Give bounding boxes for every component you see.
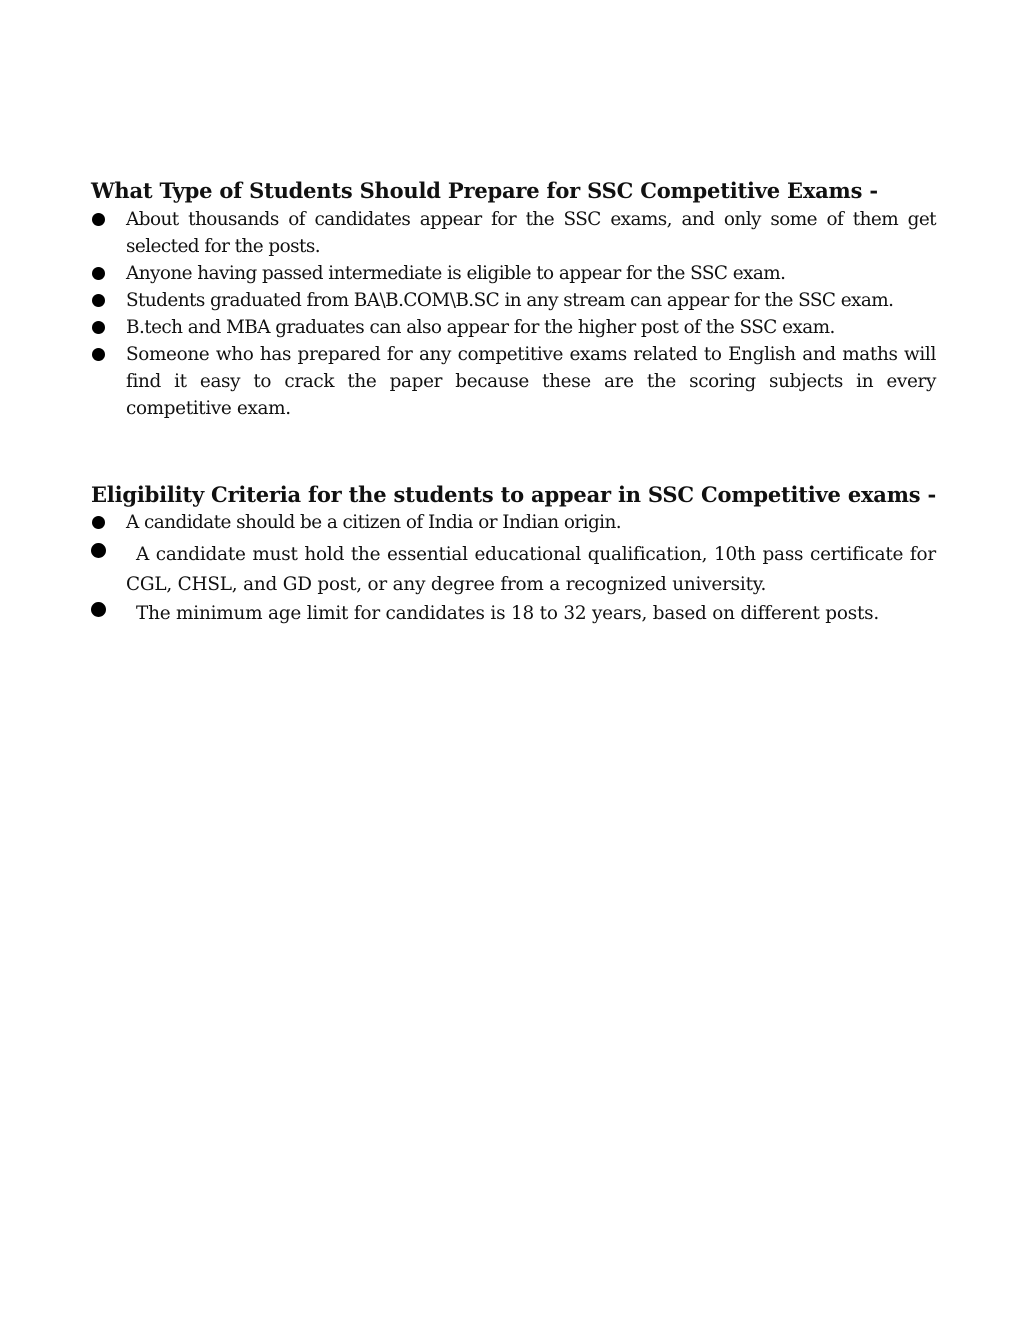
- bullet-icon: [92, 321, 105, 334]
- list-item: [91, 206, 936, 260]
- bullet-icon: [91, 602, 106, 617]
- eligibility-list: [91, 509, 936, 629]
- bullet-icon: [92, 348, 105, 361]
- list-item: [91, 287, 936, 314]
- bullet-icon: [91, 543, 106, 558]
- list-item-text: About thousands of candidates appear for the SSC exams, and only some of them get selected for the posts.: [126, 209, 936, 257]
- list-item: [91, 540, 936, 599]
- list-item-text: A candidate should be a citizen of India or Indian origin.: [126, 512, 622, 533]
- bullet-icon: [92, 516, 105, 529]
- bullet-icon: [92, 294, 105, 307]
- list-item-text: B.tech and MBA graduates can also appear for the higher post of the SSC exam.: [126, 317, 835, 338]
- section-heading-student-types: What Type of Students Should Prepare for SSC Competitive Exams -: [91, 178, 878, 203]
- list-item-text: The minimum age limit for candidates is 18 to 32 years, based on different posts.: [136, 603, 880, 624]
- bullet-icon: [92, 213, 105, 226]
- list-item: [91, 260, 936, 287]
- list-item: [91, 314, 936, 341]
- section-heading-eligibility: Eligibility Criteria for the students to appear in SSC Competitive exams -: [91, 482, 936, 507]
- list-item-text: Anyone having passed intermediate is eligible to appear for the SSC exam.: [126, 263, 786, 284]
- list-item: [91, 509, 936, 536]
- list-item: [91, 599, 936, 629]
- list-item-text: Someone who has prepared for any competitive exams related to English and maths will find it easy to crack the paper because these are the scoring subjects in every competitive exam.: [126, 344, 936, 419]
- bullet-icon: [92, 267, 105, 280]
- list-item-text: Students graduated from BA\B.COM\B.SC in any stream can appear for the SSC exam.: [126, 290, 894, 311]
- student-types-list: [91, 206, 936, 422]
- list-item: [91, 341, 936, 422]
- list-item-text: A candidate must hold the essential educational qualification, 10th pass certificate for CGL, CHSL, and GD post, or any degree from a recognized university.: [126, 544, 936, 595]
